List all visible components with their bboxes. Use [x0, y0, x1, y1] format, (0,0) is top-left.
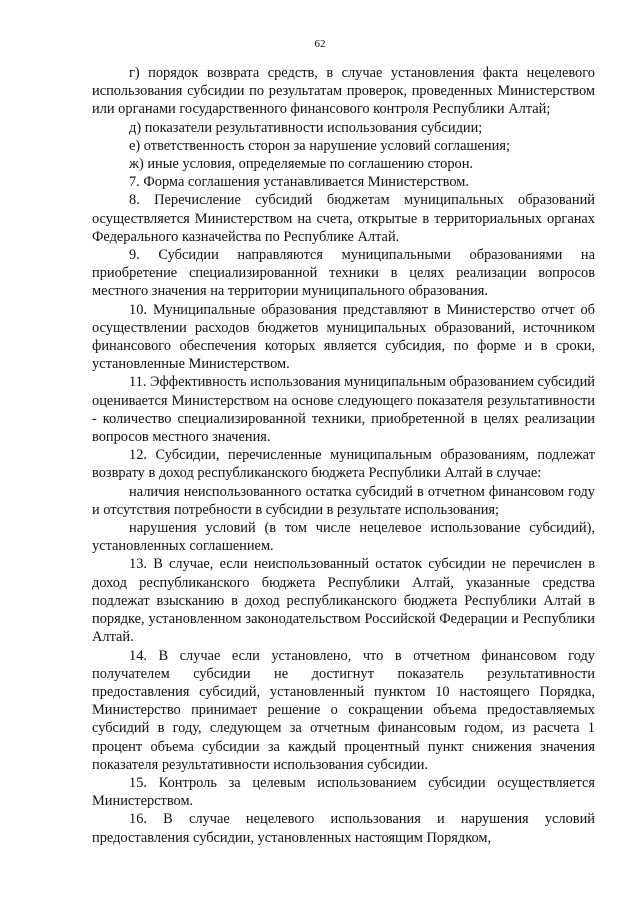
paragraph-item-zh: ж) иные условия, определяемые по соглашению сторон.	[129, 156, 474, 173]
paragraph-12-case-2: нарушения условий (в том числе нецелевое использование субсидий), установленных соглашением.	[92, 520, 595, 555]
paragraph-item-g: г) порядок возврата средств, в случае установления факта нецелевого использования субсидии по результатам проверок, проведенных Министерством или органами государственного финансового контроля Республики Алтай;	[92, 65, 595, 118]
paragraph-15: 15. Контроль за целевым использованием субсидии осуществляется Министерством.	[92, 774, 595, 810]
paragraph-14: 14. В случае если установлено, что в отчетном финансовом году получателем субсидии не достигнут показатель результативности предоставления субсидий, установленный пунктом 10 настоящего Порядка, Министерство принимает решение о сокращении объема предоставляемых субсидий в году, следующем за отчетным финансовым годом, из расчета 1 процент объема субсидии за каждый процентный пункт снижения значения показателя результативности использования субсидии.	[92, 647, 595, 773]
paragraph-12-case-1: наличия неиспользованного остатка субсидий в отчетном финансовом году и отсутствия потребности в субсидии в результате использования;	[92, 483, 595, 518]
paragraph-16: 16. В случае нецелевого использования и нарушения условий предоставления субсидии, установленных настоящим Порядком,	[92, 811, 595, 846]
paragraph-item-e: е) ответственность сторон за нарушение условий соглашения;	[129, 137, 510, 154]
paragraph-8: 8. Перечисление субсидий бюджетам муниципальных образований осуществляется Министерством на счета, открытые в территориальных органах Федерального казначейства по Республике Алтай.	[92, 192, 595, 245]
paragraph-12: 12. Субсидии, перечисленные муниципальным образованиям, подлежат возврату в доход республиканского бюджета Республики Алтай в случае:	[92, 447, 595, 482]
paragraph-9: 9. Субсидии направляются муниципальными образованиями на приобретение специализированной техники в целях реализации вопросов местного значения на территории муниципального образования.	[92, 247, 595, 300]
paragraph-7: 7. Форма соглашения устанавливается Министерством.	[129, 174, 469, 191]
paragraph-10: 10. Муниципальные образования представляют в Министерство отчет об осуществлении расходов бюджетов муниципальных образований, источником финансового обеспечения которых является субсидия, по форме и в сроки, установленные Министерством.	[92, 301, 595, 373]
page-number: 62	[314, 38, 326, 50]
document-body	[92, 64, 595, 847]
paragraph-item-d: д) показатели результативности использования субсидии;	[129, 119, 483, 136]
paragraph-13: 13. В случае, если неиспользованный остаток субсидии не перечислен в доход республиканского бюджета Республики Алтай, указанные средства подлежат взысканию в доход республиканского бюджета Республики Алтай в порядке, установленном законодательством Российской Федерации и Республики Алтай.	[92, 556, 595, 646]
paragraph-11: 11. Эффективность использования муниципальным образованием субсидий оценивается Министерством на основе следующего показателя результативности - количество специализированной техники, приобретенной в целях реализации вопросов местного значения.	[92, 374, 595, 446]
